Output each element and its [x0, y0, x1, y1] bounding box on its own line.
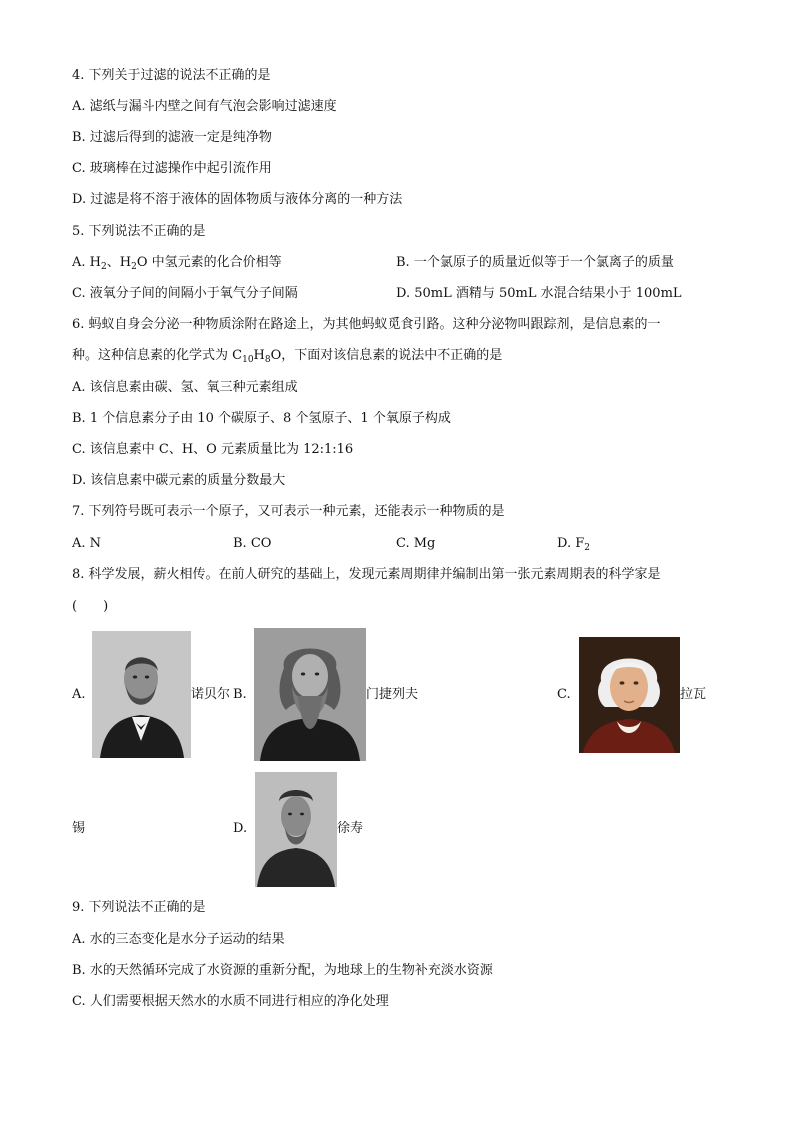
- q7-option-d: D. $F_2$: [557, 536, 590, 553]
- q8-option-c-name-part2: 锡: [72, 821, 86, 836]
- portrait-lavoisier: [579, 637, 680, 753]
- q9-option-a: A. 水的三态变化是水分子运动的结果: [72, 932, 285, 947]
- q4-stem: 4. 下列关于过滤的说法不正确的是: [72, 68, 271, 83]
- q8-option-b-name: 门捷列夫: [366, 687, 419, 702]
- q6-stem-line1: 6. 蚂蚁自身会分泌一种物质涂附在路途上，为其他蚂蚁觅食引路。这种分泌物叫跟踪剂，是信息素的一: [72, 317, 661, 332]
- q7-option-b: B. CO: [233, 536, 272, 551]
- q8-option-a-name: 诺贝尔: [191, 687, 231, 702]
- q8-option-a-letter: A.: [72, 687, 86, 702]
- portrait-nobel: [92, 631, 191, 758]
- q4-option-a: A. 滤纸与漏斗内壁之间有气泡会影响过滤速度: [72, 99, 337, 114]
- q5-option-b: B. 一个氯原子的质量近似等于一个氯离子的质量: [396, 255, 674, 270]
- q6-stem-line2: 种。这种信息素的化学式为 $C_{10}H_8O$，下面对该信息素的说法中不正确的是: [72, 348, 503, 365]
- q4-option-b: B. 过滤后得到的滤液一定是纯净物: [72, 130, 272, 145]
- q8-option-c-name-part1: 拉瓦: [680, 687, 707, 702]
- q8-option-c-letter: C.: [557, 687, 571, 702]
- q4-option-c: C. 玻璃棒在过滤操作中起引流作用: [72, 161, 272, 176]
- q9-option-b: B. 水的天然循环完成了水资源的重新分配，为地球上的生物补充淡水资源: [72, 963, 493, 978]
- q8-stem: 8. 科学发展，薪火相传。在前人研究的基础上，发现元素周期律并编制出第一张元素周期表的科学家是: [72, 567, 661, 582]
- q5-option-a: A. $H_2$、$H_2O$ 中氢元素的化合价相等: [72, 255, 282, 272]
- q8-answer-paren: ( ): [72, 599, 109, 614]
- q7-option-a: A. N: [72, 536, 102, 551]
- q6-option-c: C. 该信息素中 C、H、O 元素质量比为 12:1:16: [72, 442, 354, 457]
- q5-stem: 5. 下列说法不正确的是: [72, 224, 206, 239]
- q5-option-c: C. 液氧分子间的间隔小于氧气分子间隔: [72, 286, 298, 301]
- q6-option-b: B. 1 个信息素分子由 10 个碳原子、8 个氢原子、1 个氧原子构成: [72, 411, 451, 426]
- q5-option-d: D. 50mL 酒精与 50mL 水混合结果小于 100mL: [396, 286, 682, 301]
- q4-option-d: D. 过滤是将不溶于液体的固体物质与液体分离的一种方法: [72, 192, 403, 207]
- portrait-xu-shou: [255, 772, 337, 887]
- q6-option-a: A. 该信息素由碳、氢、氧三种元素组成: [72, 380, 298, 395]
- portrait-mendeleev: [254, 628, 366, 761]
- q8-option-d-name: 徐寿: [337, 821, 364, 836]
- q7-option-c: C. Mg: [396, 536, 436, 551]
- q9-option-c: C. 人们需要根据天然水的水质不同进行相应的净化处理: [72, 994, 389, 1009]
- q8-option-b-letter: B.: [233, 687, 247, 702]
- q8-option-d-letter: D.: [233, 821, 248, 836]
- q6-option-d: D. 该信息素中碳元素的质量分数最大: [72, 473, 286, 488]
- q9-stem: 9. 下列说法不正确的是: [72, 900, 206, 915]
- q7-stem: 7. 下列符号既可表示一个原子，又可表示一种元素，还能表示一种物质的是: [72, 504, 505, 519]
